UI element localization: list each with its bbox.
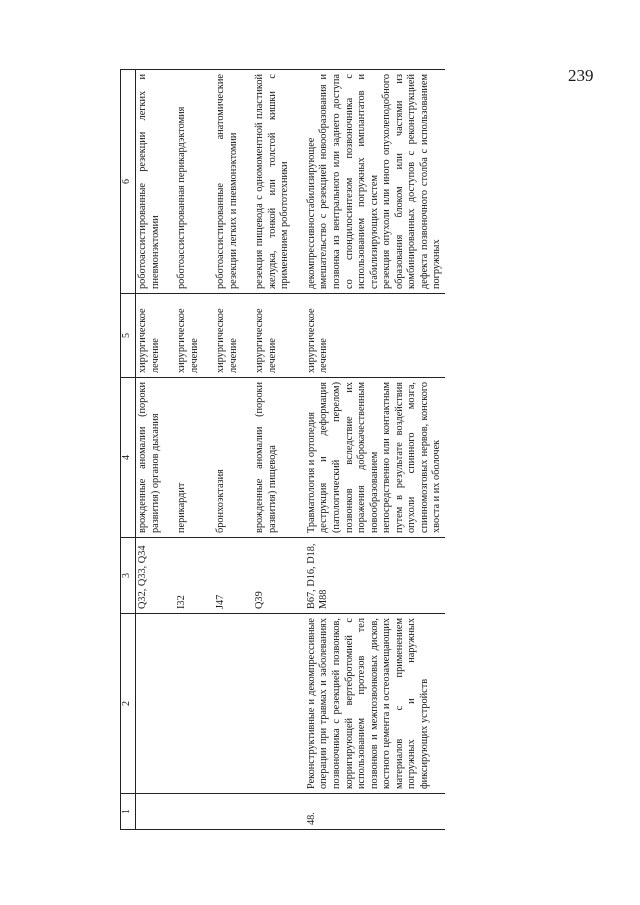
procedure-cell bbox=[305, 70, 445, 294]
treatment-cell: хирургическое лечение bbox=[136, 294, 164, 378]
method-cell bbox=[175, 614, 202, 794]
rotated-table-container bbox=[120, 70, 640, 830]
diagnosis-cell: перикардит bbox=[175, 378, 202, 538]
header-col-6: 6 bbox=[121, 70, 136, 294]
table-row bbox=[214, 70, 241, 830]
header-row bbox=[121, 70, 136, 830]
row-number bbox=[214, 794, 241, 830]
diagnosis-cell bbox=[305, 378, 445, 538]
row-number bbox=[136, 794, 164, 830]
row-number bbox=[175, 794, 202, 830]
method-cell bbox=[136, 614, 164, 794]
procedure-cell: роботоассистированные резекции легких и пневмонэктомии bbox=[136, 70, 164, 294]
procedure-cell: роботоассистированная перикардэктомия bbox=[175, 70, 202, 294]
header-col-3: 3 bbox=[121, 538, 136, 614]
procedure-cell: роботоассистированные анатомические резекции легких и пневмонэктомии bbox=[214, 70, 241, 294]
code-cell: J47 bbox=[214, 538, 241, 614]
medical-procedures-table bbox=[120, 69, 445, 830]
method-cell: Реконструктивные и декомпрессивные операции при травмах и заболеваниях позвоночника с резекцией позвонков, корригирующей вертебротомией с использованием протезов тел позвонков и межпозвонковых дисков, костного цемента и остеозамещающих материалов с применением погружных и наружных фиксирующих устройств bbox=[305, 614, 445, 794]
table-row bbox=[136, 70, 164, 830]
header-col-2: 2 bbox=[121, 614, 136, 794]
section-heading: Травматология и ортопедия bbox=[305, 412, 317, 533]
page-number: 239 bbox=[568, 66, 594, 85]
treatment-cell: хирургическое лечение bbox=[214, 294, 241, 378]
header-col-1: 1 bbox=[121, 794, 136, 830]
diagnosis-text: деструкция и деформация (патологический перелом) позвонков вследствие их поражения доброкачественным новообразованием непосредственно или контактным путем в результате воздействия опухоли спинного мозга, спинномозговых нервов, конского хвоста и их оболочек bbox=[318, 382, 443, 533]
row-number bbox=[253, 794, 293, 830]
treatment-cell: хирургическое лечение bbox=[305, 294, 445, 378]
table-row bbox=[305, 70, 445, 830]
method-cell bbox=[214, 614, 241, 794]
header-col-5: 5 bbox=[121, 294, 136, 378]
diagnosis-cell: бронхоэктазия bbox=[214, 378, 241, 538]
diagnosis-cell: врожденные аномалии (пороки развития) пищевода bbox=[253, 378, 293, 538]
header-col-4: 4 bbox=[121, 378, 136, 538]
code-cell: Q39 bbox=[253, 538, 293, 614]
code-cell: Q32, Q33, Q34 bbox=[136, 538, 164, 614]
code-cell: I32 bbox=[175, 538, 202, 614]
treatment-cell: хирургическое лечение bbox=[175, 294, 202, 378]
procedure-text-2: резекция опухоли или иного опухолеподобного образования блоком или частями из комбинированных доступов с реконструкцией дефекта позвоночного столба с использованием погружных bbox=[381, 74, 443, 289]
table-row bbox=[253, 70, 293, 830]
procedure-cell: резекция пищевода с одномоментной пластикой желудка, тонкой или толстой кишки с применением робототехники bbox=[253, 70, 293, 294]
code-cell: B67, D16, D18, M88 bbox=[305, 538, 445, 614]
table-row bbox=[175, 70, 202, 830]
treatment-cell: хирургическое лечение bbox=[253, 294, 293, 378]
diagnosis-cell: врожденные аномалии (пороки развития) органов дыхания bbox=[136, 378, 164, 538]
procedure-text: декомпрессивностабилизирующее вмешательство с резекцией новообразования и позвонка из вентрального или заднего доступа со спондилосинтезом позвоночника с использованием погружных имплантатов и стабилизирующих систем bbox=[305, 74, 380, 289]
method-cell bbox=[253, 614, 293, 794]
row-number: 48. bbox=[305, 794, 445, 830]
